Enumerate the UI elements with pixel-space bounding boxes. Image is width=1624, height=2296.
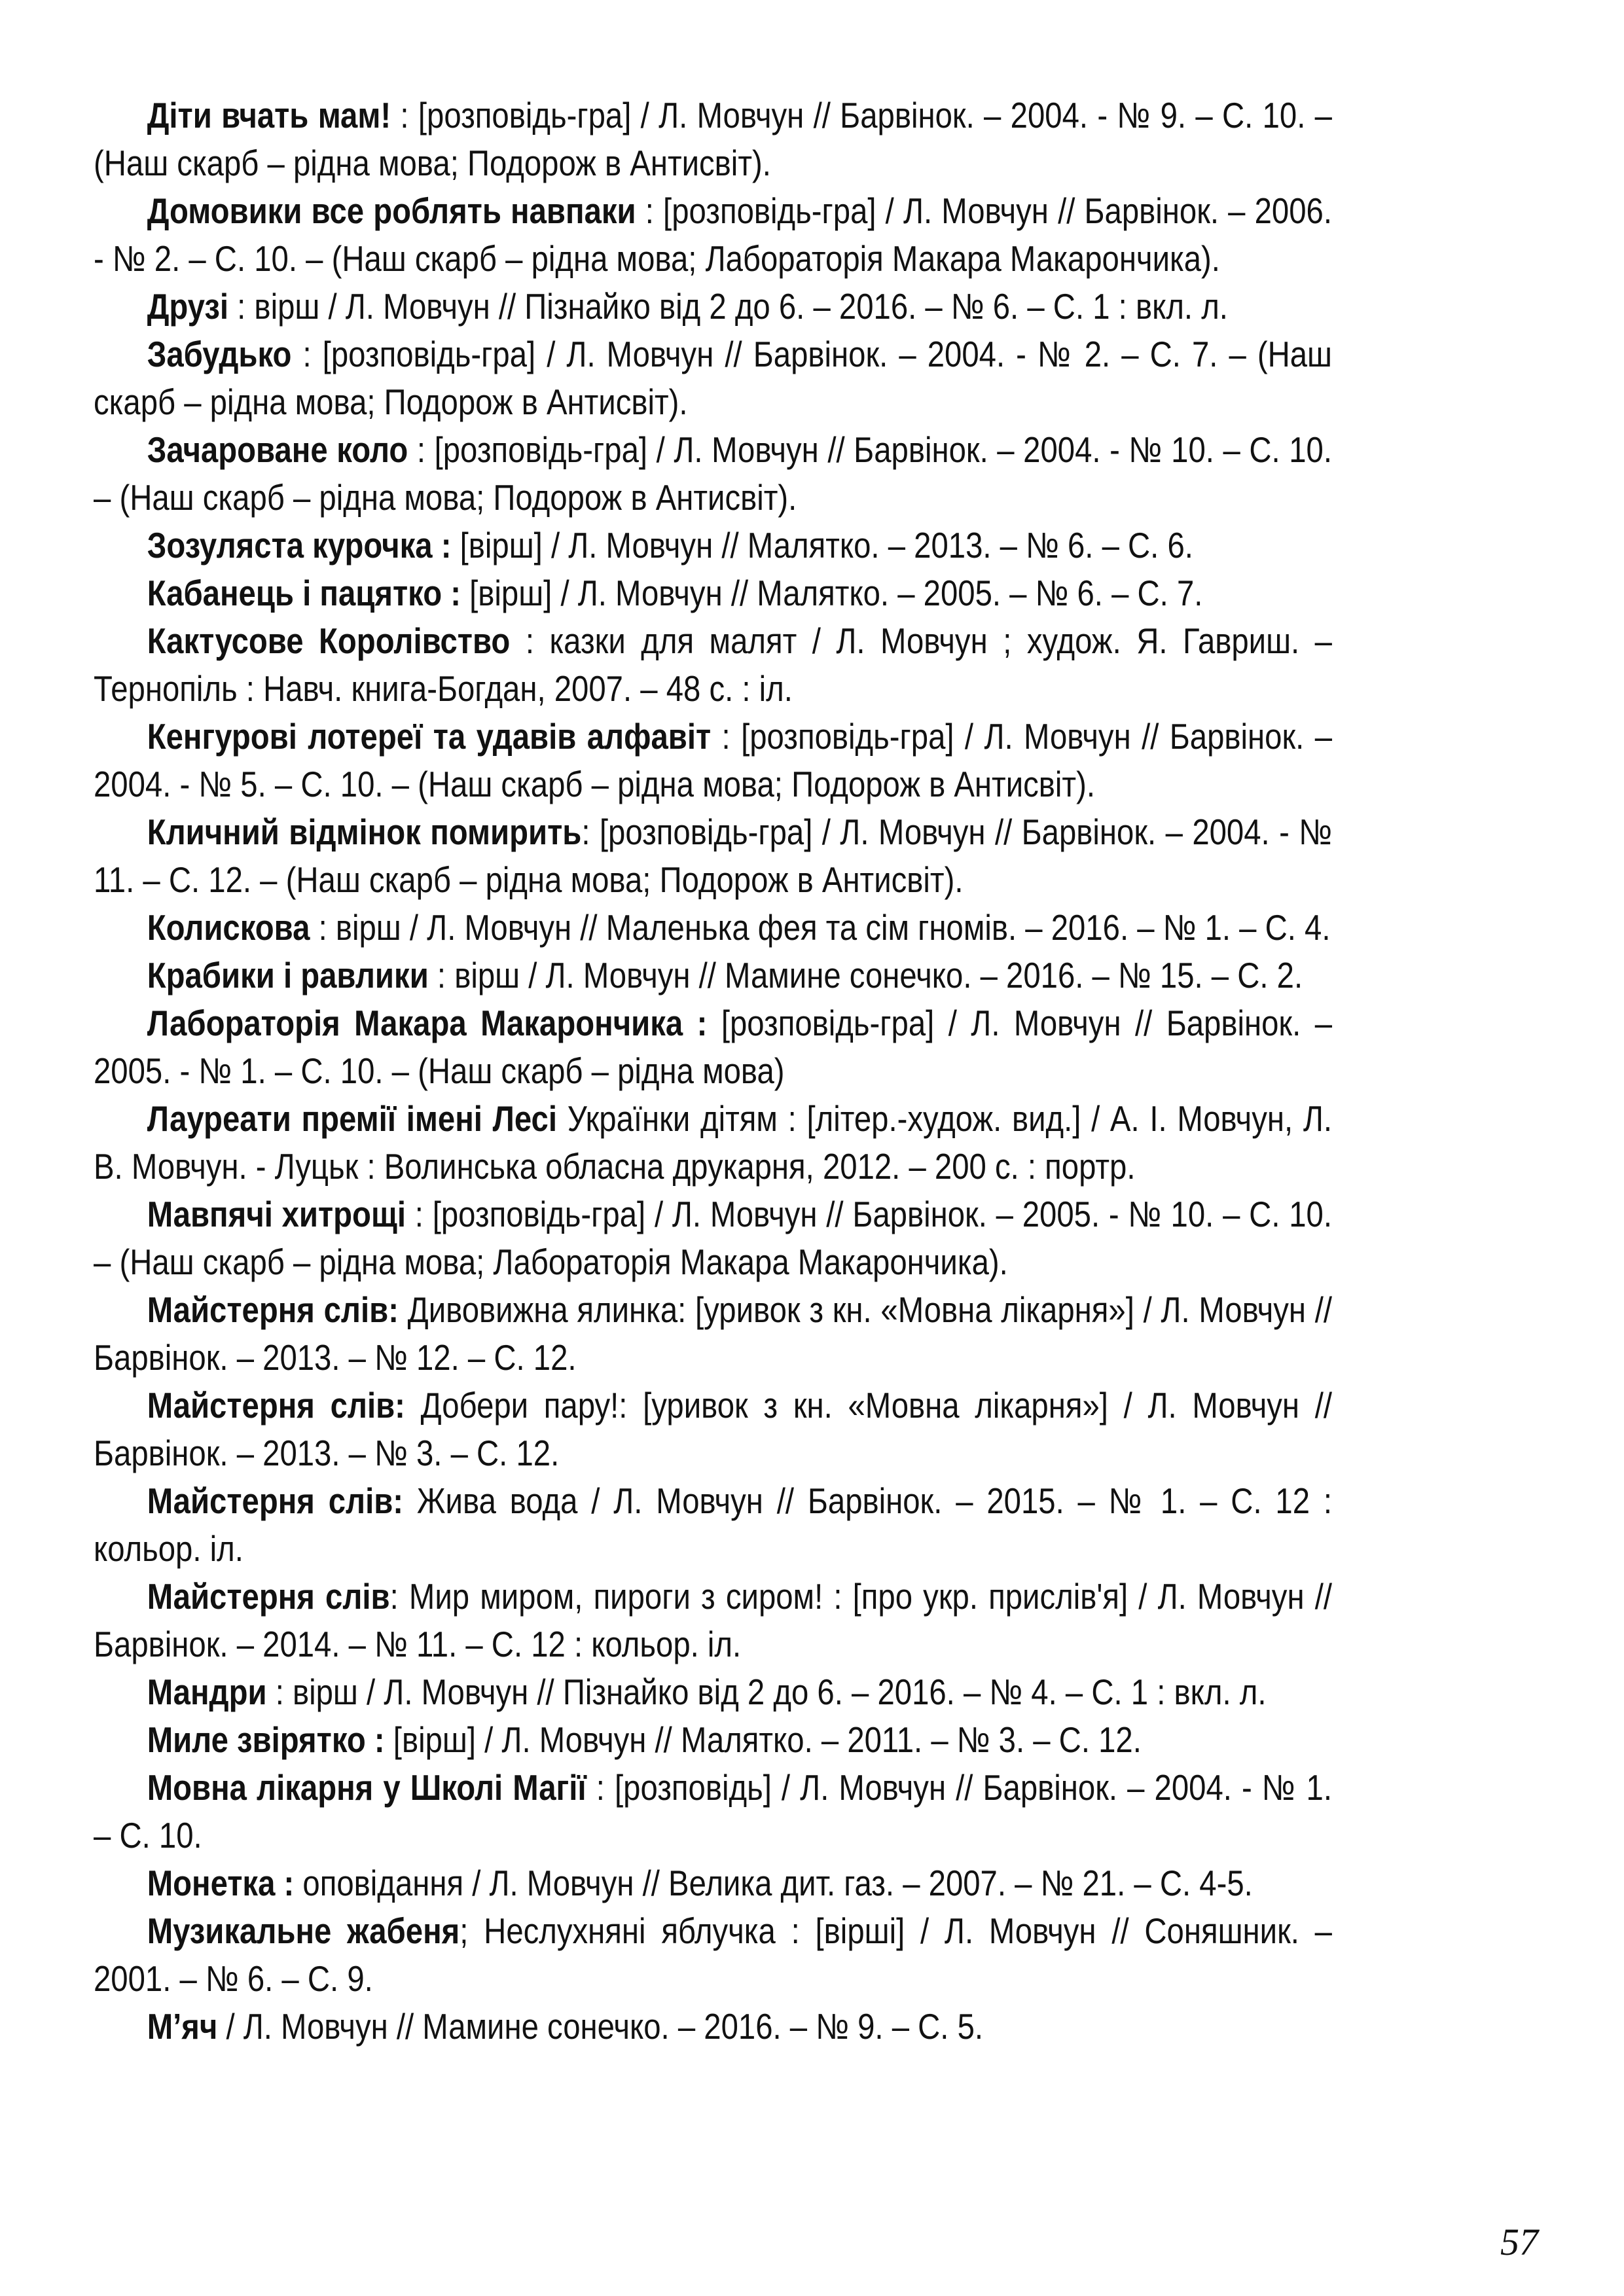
bibliography-entry bbox=[94, 1716, 1332, 1764]
bibliography-entry bbox=[94, 617, 1332, 713]
entry-details: : [розповідь-гра] / Л. Мовчун // Барвінок. – 2004. - № 9. – С. 10. – (Наш скарб – рідна мова; Подорож в Антисвіт). bbox=[94, 95, 1332, 183]
bibliography-entry bbox=[94, 187, 1332, 283]
entry-details: [вірш] / Л. Мовчун // Малятко. – 2011. – № 3. – С. 12. bbox=[384, 1719, 1142, 1760]
entry-details: / Л. Мовчун // Мамине сонечко. – 2016. – № 9. – С. 5. bbox=[217, 2006, 984, 2047]
bibliography-entry bbox=[94, 904, 1332, 952]
entry-details: : [розповідь-гра] / Л. Мовчун // Барвінок. – 2004. - № 5. – С. 10. – (Наш скарб – рідна мова; Подорож в Антисвіт). bbox=[94, 716, 1333, 804]
bibliography-entry bbox=[94, 1477, 1332, 1573]
entry-title: Монетка : bbox=[147, 1863, 295, 1903]
bibliography-list bbox=[94, 92, 1332, 2051]
entry-details: : вірш / Л. Мовчун // Пізнайко від 2 до 6. – 2016. – № 6. – С. 1 : вкл. л. bbox=[228, 286, 1228, 327]
entry-title: Мандри bbox=[147, 1672, 267, 1712]
entry-details: [розповідь-гра] / Л. Мовчун // Барвінок. – 2005. - № 1. – С. 10. – (Наш скарб – рідна мова) bbox=[94, 1003, 1333, 1091]
bibliography-entry bbox=[94, 2003, 1332, 2051]
entry-title: Кличний відмінок помирить bbox=[147, 812, 582, 852]
entry-title: Лабораторія Макара Макарончика : bbox=[147, 1003, 708, 1043]
entry-details: [вірш] / Л. Мовчун // Малятко. – 2013. – № 6. – С. 6. bbox=[451, 525, 1193, 565]
entry-details: : вірш / Л. Мовчун // Маленька фея та сім гномів. – 2016. – № 1. – С. 4. bbox=[310, 907, 1331, 948]
bibliography-entry bbox=[94, 1095, 1332, 1191]
bibliography-entry bbox=[94, 522, 1332, 569]
page-number: 57 bbox=[1500, 2221, 1538, 2263]
bibliography-entry bbox=[94, 1286, 1332, 1382]
entry-details: : [розповідь-гра] / Л. Мовчун // Барвінок. – 2004. - № 11. – С. 12. – (Наш скарб – рідна мова; Подорож в Антисвіт). bbox=[94, 812, 1332, 900]
entry-details: : Мир миром, пироги з сиром! : [про укр. прислів'я] / Л. Мовчун // Барвінок. – 2014. – № 11. – С. 12 : кольор. іл. bbox=[94, 1576, 1332, 1664]
bibliography-entry bbox=[94, 1191, 1332, 1286]
bibliography-entry bbox=[94, 952, 1332, 999]
bibliography-entry bbox=[94, 426, 1332, 522]
entry-title: Зозуляста курочка : bbox=[147, 525, 452, 565]
bibliography-entry bbox=[94, 283, 1332, 331]
bibliography-entry bbox=[94, 331, 1332, 426]
entry-title: Діти вчать мам! bbox=[147, 95, 391, 135]
entry-title: Майстерня слів: bbox=[147, 1289, 399, 1330]
entry-title: Мовна лікарня у Школі Магії bbox=[147, 1767, 586, 1808]
entry-details: : [розповідь-гра] / Л. Мовчун // Барвінок. – 2004. - № 2. – С. 7. – (Наш скарб – рідна мова; Подорож в Антисвіт). bbox=[94, 334, 1333, 422]
entry-details: : [розповідь] / Л. Мовчун // Барвінок. – 2004. - № 1. – С. 10. bbox=[94, 1767, 1332, 1856]
entry-details: Українки дітям : [літер.-худож. вид.] / А. І. Мовчун, Л. В. Мовчун. - Луцьк : Волинська обласна друкарня, 2012. – 200 с. : портр. bbox=[94, 1098, 1333, 1187]
entry-details: : вірш / Л. Мовчун // Пізнайко від 2 до 6. – 2016. – № 4. – С. 1 : вкл. л. bbox=[266, 1672, 1267, 1712]
entry-details: : вірш / Л. Мовчун // Мамине сонечко. – 2016. – № 15. – С. 2. bbox=[428, 955, 1303, 996]
entry-title: Майстерня слів bbox=[147, 1576, 390, 1617]
bibliography-entry bbox=[94, 713, 1332, 808]
entry-details: : [розповідь-гра] / Л. Мовчун // Барвінок. – 2006. - № 2. – С. 10. – (Наш скарб – рідна мова; Лабораторія Макара Макарончика). bbox=[94, 190, 1332, 279]
entry-details: : казки для малят / Л. Мовчун ; худож. Я. Гавриш. – Тернопіль : Навч. книга-Богдан, 2007. – 48 с. : іл. bbox=[94, 620, 1333, 709]
bibliography-entry bbox=[94, 1668, 1332, 1716]
entry-details: Добери пару!: [уривок з кн. «Мовна лікарня»] / Л. Мовчун // Барвінок. – 2013. – № 3. – С. 12. bbox=[94, 1385, 1332, 1473]
entry-title: М’яч bbox=[147, 2006, 218, 2047]
entry-details: оповідання / Л. Мовчун // Велика дит. газ. – 2007. – № 21. – С. 4-5. bbox=[294, 1863, 1253, 1903]
entry-title: Зачароване коло bbox=[147, 429, 408, 470]
entry-details: Дивовижна ялинка: [уривок з кн. «Мовна лікарня»] / Л. Мовчун // Барвінок. – 2013. – № 12. – С. 12. bbox=[94, 1289, 1332, 1378]
entry-title: Забудько bbox=[147, 334, 292, 374]
entry-title: Музикальне жабеня bbox=[147, 1910, 460, 1951]
entry-details: : [розповідь-гра] / Л. Мовчун // Барвінок. – 2004. - № 10. – С. 10. – (Наш скарб – рідна мова; Подорож в Антисвіт). bbox=[94, 429, 1332, 518]
entry-details: [вірш] / Л. Мовчун // Малятко. – 2005. – № 6. – С. 7. bbox=[460, 573, 1203, 613]
bibliography-entry bbox=[94, 1859, 1332, 1907]
bibliography-entry bbox=[94, 1907, 1332, 2003]
entry-title: Лауреати премії імені Лесі bbox=[147, 1098, 557, 1139]
entry-title: Кактусове Королівство bbox=[147, 620, 511, 661]
entry-title: Мавпячі хитрощі bbox=[147, 1194, 406, 1234]
bibliography-entry bbox=[94, 92, 1332, 187]
entry-details: ; Неслухняні яблучка : [вірші] / Л. Мовчун // Соняшник. – 2001. – № 6. – С. 9. bbox=[94, 1910, 1332, 1999]
entry-title: Друзі bbox=[147, 286, 229, 327]
bibliography-entry bbox=[94, 1573, 1332, 1668]
bibliography-entry bbox=[94, 1764, 1332, 1859]
entry-title: Крабики і равлики bbox=[147, 955, 429, 996]
entry-title: Домовики все роблять навпаки bbox=[147, 190, 636, 231]
entry-details: Жива вода / Л. Мовчун // Барвінок. – 2015. – № 1. – С. 12 : кольор. іл. bbox=[94, 1480, 1333, 1569]
bibliography-entry bbox=[94, 1382, 1332, 1477]
entry-title: Кенгурові лотереї та удавів алфавіт bbox=[147, 716, 712, 757]
entry-title: Колискова bbox=[147, 907, 310, 948]
bibliography-entry bbox=[94, 808, 1332, 904]
bibliography-entry bbox=[94, 999, 1332, 1095]
bibliography-entry bbox=[94, 569, 1332, 617]
entry-title: Майстерня слів: bbox=[147, 1385, 405, 1426]
entry-details: : [розповідь-гра] / Л. Мовчун // Барвінок. – 2005. - № 10. – С. 10. – (Наш скарб – рідна мова; Лабораторія Макара Макарончика). bbox=[94, 1194, 1333, 1282]
entry-title: Миле звірятко : bbox=[147, 1719, 385, 1760]
entry-title: Кабанець і пацятко : bbox=[147, 573, 461, 613]
entry-title: Майстерня слів: bbox=[147, 1480, 404, 1521]
